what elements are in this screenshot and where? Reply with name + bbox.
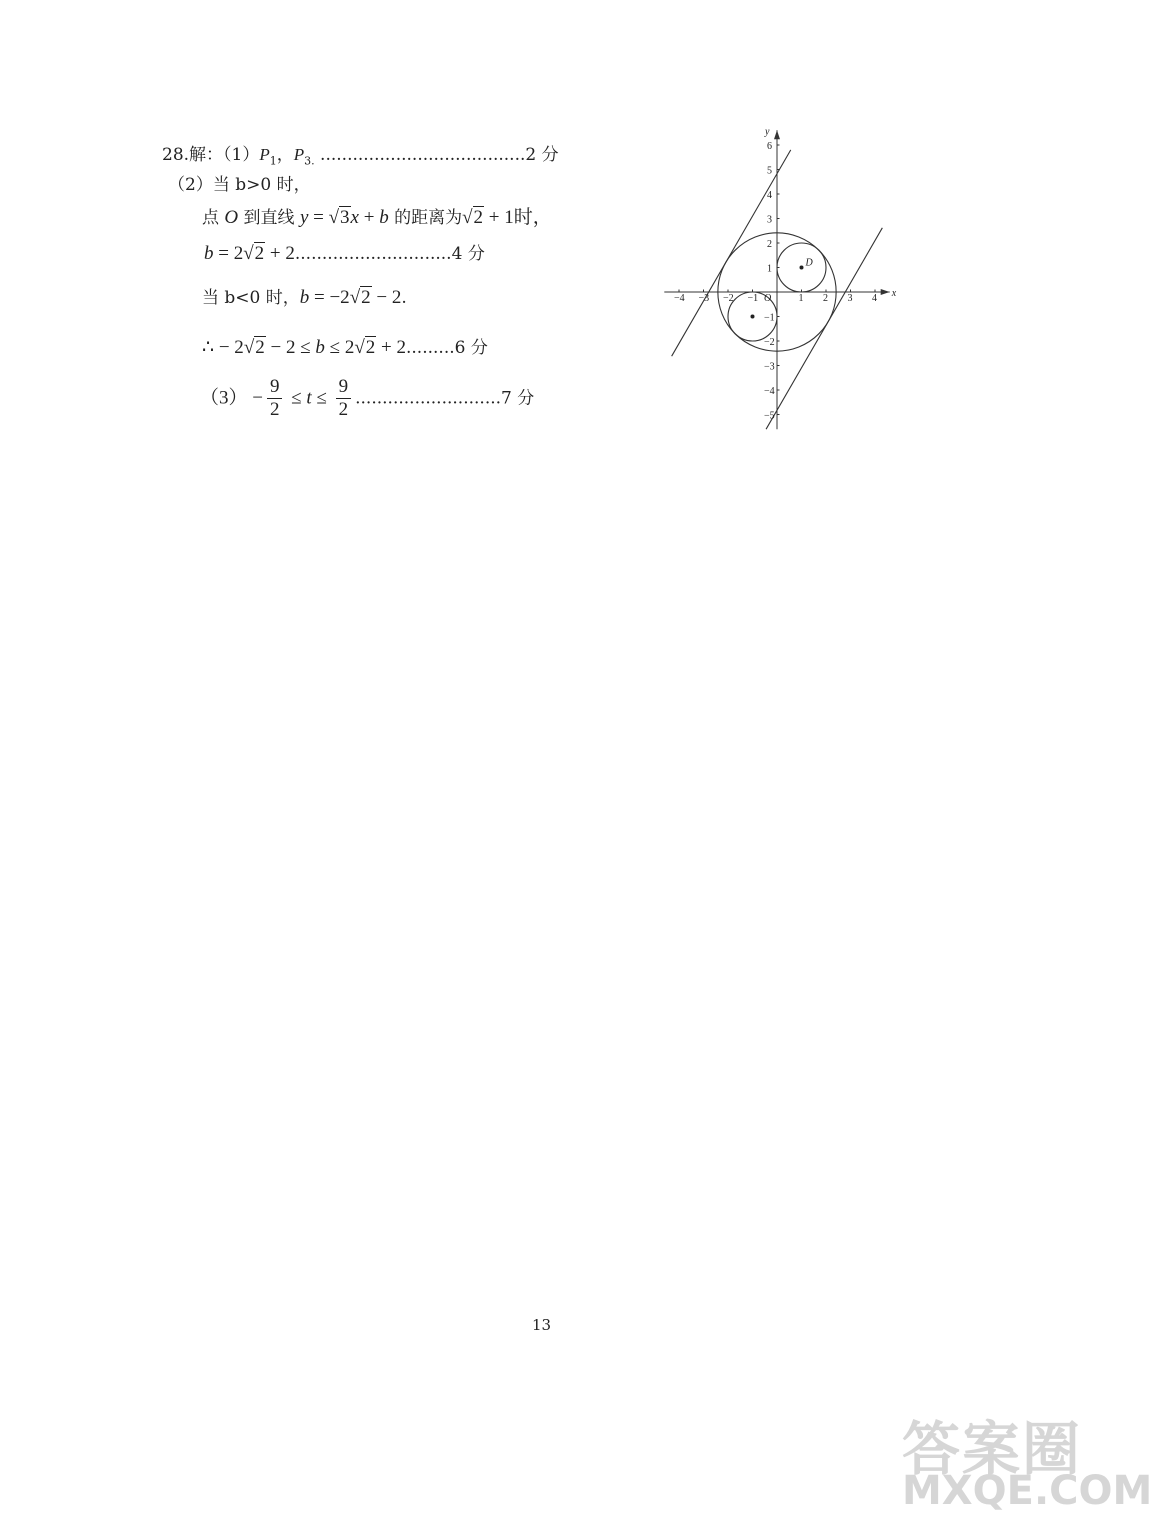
equals: =: [308, 207, 329, 228]
y-tick-label: 6: [767, 141, 772, 152]
text: 到直线: [238, 208, 300, 228]
var-x: x: [350, 207, 359, 228]
text: ≤: [286, 387, 307, 409]
y-tick-label: 5: [767, 165, 772, 177]
var-t: t: [306, 387, 312, 409]
solution-line-6: [202, 337, 488, 359]
x-tick-label: −2: [723, 293, 734, 304]
watermark-url: MXQE.COM: [902, 1468, 1152, 1514]
text: + 1时，: [484, 207, 552, 228]
solution-line-2: （2）当 b>0 时，: [168, 175, 311, 195]
sqrt-3: √3: [328, 207, 350, 228]
y-tick-label: 4: [767, 190, 772, 201]
radicand: 3: [340, 207, 350, 228]
point-o: O: [224, 207, 239, 228]
x-tick-label: 1: [798, 293, 804, 304]
leader-dots: .........: [406, 338, 455, 358]
text: = −2: [309, 287, 350, 308]
text: ≤ 2: [324, 337, 355, 358]
radicand: 2: [365, 337, 376, 358]
text: .: [401, 288, 407, 308]
score-label: 2 分: [525, 145, 559, 165]
question-number: 28.解：（1）: [162, 145, 260, 165]
text: 当 b<0 时，: [202, 288, 300, 308]
text: − 2: [371, 287, 402, 308]
point-p3-letter: P: [293, 145, 305, 164]
x-axis-label: x: [891, 288, 897, 299]
fraction-9-2: [336, 376, 352, 421]
page-number: 13: [532, 1316, 552, 1334]
y-tick-label: −2: [764, 337, 775, 348]
score-label: 4 分: [451, 244, 485, 264]
text: − 2 ≤: [265, 337, 316, 358]
solution-line-3: [202, 207, 552, 229]
y-tick-label: 2: [767, 239, 772, 250]
origin-label: O: [764, 293, 772, 304]
y-tick-label: −3: [764, 361, 775, 373]
radicand: 2: [255, 337, 265, 358]
point-d-label: D: [805, 257, 813, 269]
text: = 2: [213, 243, 244, 264]
leader-dots: ......................................: [320, 145, 526, 165]
score-label: 7 分: [501, 388, 535, 409]
text: 点: [202, 208, 225, 228]
solution-line-4: [204, 243, 485, 265]
leader-dots: ...........................: [355, 388, 502, 409]
tangent-line: [672, 150, 791, 356]
text: ∴ − 2: [202, 337, 244, 358]
point-p1-subscript: 1: [269, 154, 277, 168]
y-tick-label: 3: [767, 214, 772, 226]
denominator: 2: [269, 399, 280, 420]
watermark-logo-text: 答案圈: [902, 1415, 1083, 1483]
fraction-9-2: [267, 376, 283, 421]
sqrt-2: √2: [462, 207, 484, 228]
sqrt-2: √2: [243, 337, 265, 358]
text: + 2: [265, 243, 295, 264]
separator: ，: [276, 145, 294, 165]
plus: +: [358, 207, 380, 228]
sqrt-2: √2: [354, 337, 376, 358]
x-tick-label: 3: [847, 293, 853, 304]
sqrt-2: √2: [349, 287, 371, 308]
radicand: 2: [473, 207, 484, 228]
center-point: [751, 315, 755, 319]
y-tick-label: −4: [764, 386, 775, 397]
var-b: b: [204, 243, 214, 264]
x-tick-label: −4: [674, 293, 685, 304]
score-label: 6 分: [454, 338, 488, 358]
y-tick-label: −5: [764, 410, 775, 422]
radicand: 2: [361, 287, 371, 308]
solution-line-7: [200, 376, 534, 421]
text: + 2: [376, 337, 406, 358]
center-point: [800, 266, 804, 270]
x-tick-label: −3: [698, 293, 710, 304]
coordinate-graph: [665, 122, 895, 434]
point-p1-letter: P: [259, 145, 270, 164]
denominator: 2: [338, 399, 349, 420]
x-tick-label: 2: [823, 293, 828, 304]
y-axis-label: y: [765, 126, 770, 138]
var-y: y: [299, 207, 309, 228]
radicand: 2: [254, 243, 265, 264]
text: （3） −: [200, 387, 263, 409]
x-tick-label: 4: [872, 293, 877, 304]
numerator: 9: [267, 376, 283, 399]
y-tick-label: −1: [764, 312, 775, 324]
var-b: b: [315, 337, 325, 358]
var-b: b: [299, 287, 310, 308]
text: ≤: [311, 387, 332, 409]
solution-line-1: [162, 144, 559, 172]
text: 的距离为: [388, 208, 463, 228]
x-axis-arrow: [881, 289, 890, 295]
x-tick-label: −1: [747, 293, 759, 304]
y-tick-label: 1: [767, 263, 772, 275]
point-p3-subscript: 3.: [304, 154, 315, 168]
numerator: 9: [336, 376, 352, 399]
y-axis-arrow: [774, 130, 780, 139]
var-b: b: [379, 207, 389, 228]
sqrt-2: √2: [243, 243, 265, 264]
solution-line-5: [202, 287, 407, 309]
leader-dots: .............................: [294, 244, 452, 264]
